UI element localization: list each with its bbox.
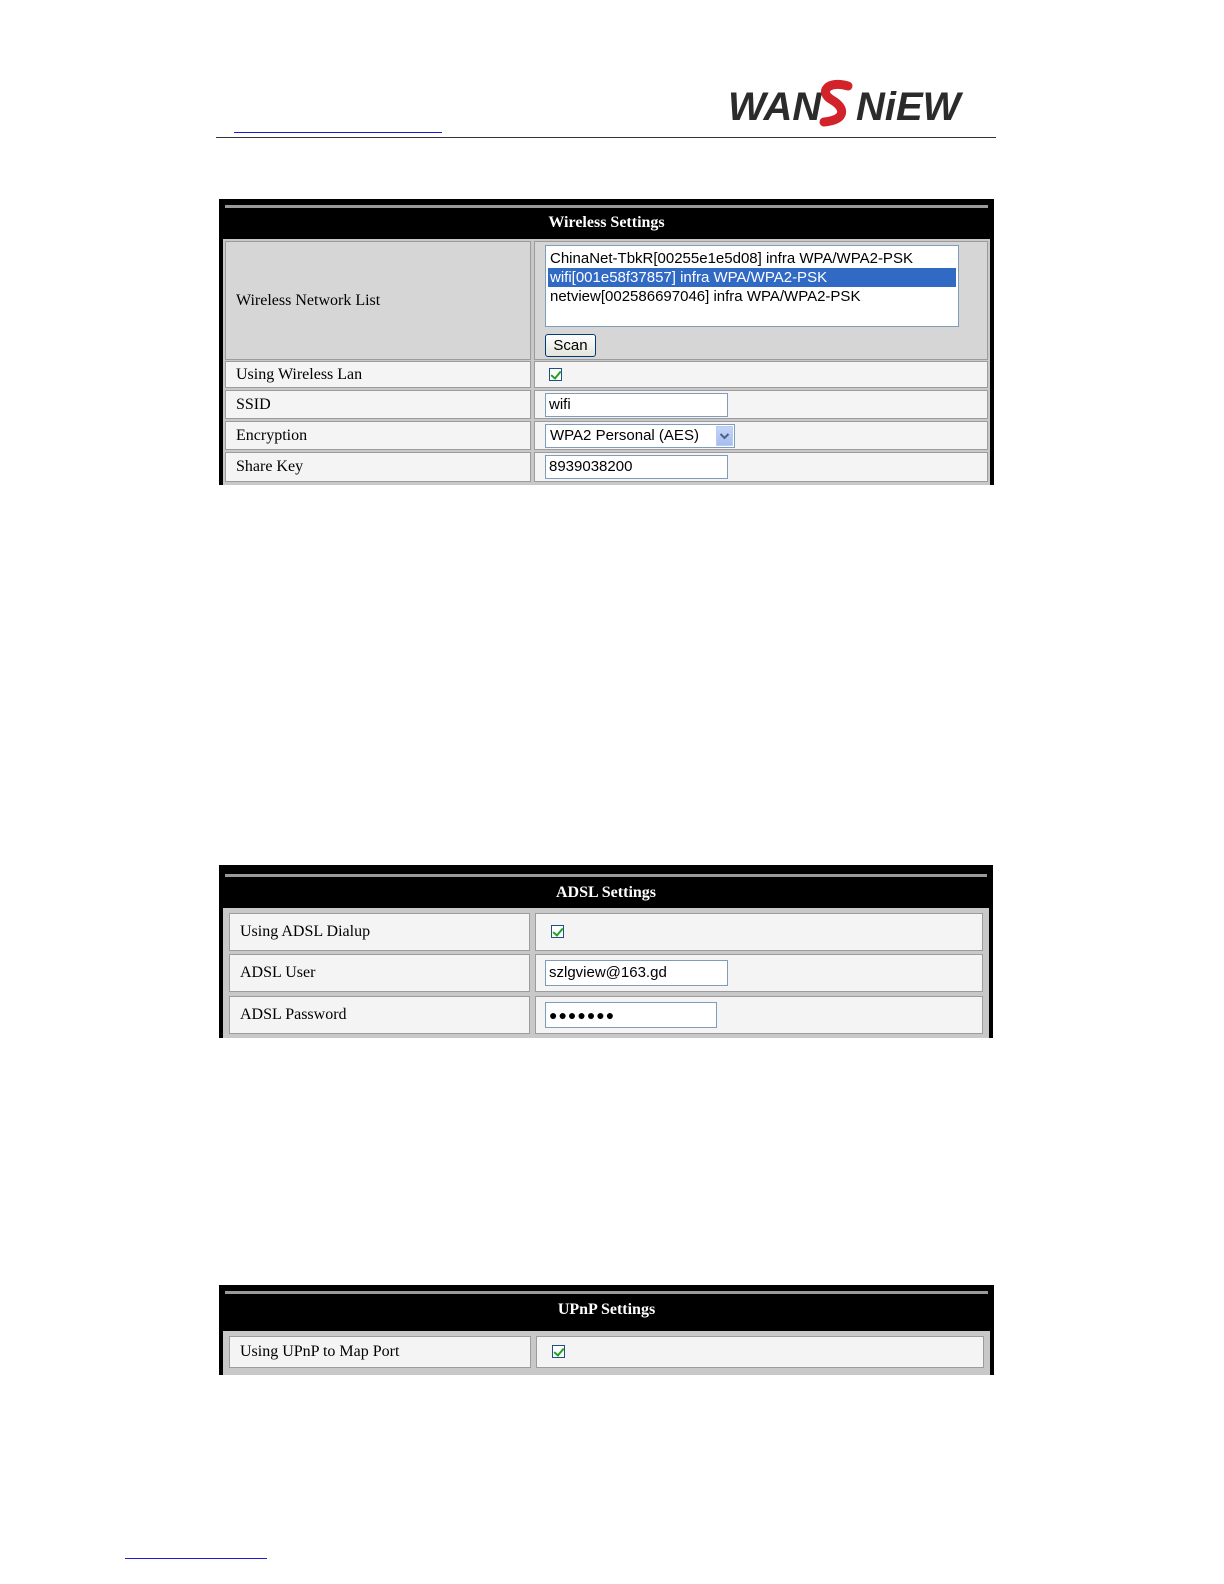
- adsl-password-value-cell: [535, 996, 983, 1034]
- upnp-settings-panel: [219, 1285, 994, 1375]
- adsl-settings-body: [223, 908, 989, 1038]
- using-wireless-row: [225, 361, 988, 388]
- ssid-label: SSID: [236, 395, 271, 413]
- logo-swoosh: [824, 84, 848, 122]
- encryption-row: [225, 421, 988, 450]
- adsl-user-input[interactable]: szlgview@163.gd: [545, 960, 728, 986]
- adsl-password-row: [225, 996, 987, 1034]
- adsl-dialup-row: [225, 913, 987, 951]
- wireless-network-listbox[interactable]: [545, 245, 959, 327]
- ssid-label-cell: [225, 390, 531, 419]
- adsl-dialup-checkbox[interactable]: [551, 925, 564, 938]
- share-key-label: Share Key: [236, 458, 304, 475]
- upnp-settings-title: UPnP Settings: [557, 1301, 656, 1318]
- logo-text-left: WAN: [728, 85, 822, 129]
- adsl-dialup-label-cell: [229, 913, 530, 951]
- adsl-settings-header: [219, 865, 993, 908]
- adsl-password-input[interactable]: ●●●●●●●: [545, 1002, 717, 1028]
- footer-link[interactable]: [125, 1558, 267, 1559]
- chevron-down-icon[interactable]: [716, 426, 733, 446]
- encryption-label-cell: [225, 421, 531, 450]
- network-list-label-cell: [225, 241, 531, 360]
- adsl-password-label-cell: [229, 996, 530, 1034]
- upnp-settings-header: [219, 1285, 994, 1331]
- logo-text-right: NiEW: [856, 85, 961, 129]
- network-list-label: Wireless Network List: [236, 291, 381, 309]
- using-wireless-value-cell: [534, 361, 988, 388]
- ssid-value-cell: [534, 390, 988, 419]
- adsl-dialup-value-cell: [535, 913, 983, 951]
- share-key-label-cell: [225, 452, 531, 482]
- network-option[interactable]: netview[002586697046] infra WPA/WPA2-PSK: [550, 288, 861, 305]
- encryption-select[interactable]: [545, 424, 735, 448]
- scan-button[interactable]: Scan: [545, 334, 596, 357]
- wansview-logo: [728, 78, 982, 132]
- header-divider: [216, 137, 996, 138]
- adsl-user-label-cell: [229, 954, 530, 992]
- share-key-input[interactable]: 8939038200: [545, 455, 728, 479]
- network-list-row: [225, 241, 988, 360]
- upnp-row: [225, 1336, 988, 1368]
- wireless-settings-title: Wireless Settings: [548, 214, 665, 231]
- adsl-dialup-label: Using ADSL Dialup: [240, 923, 371, 940]
- upnp-checkbox[interactable]: [552, 1345, 565, 1358]
- header-link[interactable]: [234, 132, 442, 133]
- network-options: [546, 246, 958, 306]
- ssid-row: [225, 390, 988, 419]
- upnp-settings-body: [223, 1331, 990, 1375]
- adsl-user-value-cell: [535, 954, 983, 992]
- wireless-settings-header: [219, 199, 994, 239]
- adsl-password-label: ADSL Password: [240, 1006, 347, 1023]
- adsl-user-label: ADSL User: [240, 964, 316, 981]
- adsl-settings-panel: [219, 865, 993, 1038]
- encryption-label: Encryption: [236, 426, 308, 444]
- upnp-label: Using UPnP to Map Port: [240, 1343, 400, 1360]
- wireless-settings-panel: [219, 199, 994, 485]
- encryption-value: WPA2 Personal (AES): [550, 427, 699, 444]
- upnp-value-cell: [536, 1336, 984, 1368]
- upnp-label-cell: [229, 1336, 531, 1368]
- share-key-row: [225, 452, 988, 482]
- header-bar: [225, 874, 987, 877]
- network-list-value-cell: [534, 241, 988, 360]
- network-option-selected[interactable]: wifi[001e58f37857] infra WPA/WPA2-PSK: [548, 268, 956, 287]
- adsl-user-row: [225, 954, 987, 992]
- encryption-value-cell: [534, 421, 988, 450]
- wireless-settings-body: [223, 239, 990, 485]
- share-key-value-cell: [534, 452, 988, 482]
- using-wireless-label-cell: [225, 361, 531, 388]
- header-bar: [225, 205, 988, 208]
- using-wireless-label: Using Wireless Lan: [236, 365, 363, 383]
- network-option[interactable]: ChinaNet-TbkR[00255e1e5d08] infra WPA/WPA2-PSK: [550, 250, 913, 267]
- adsl-settings-title: ADSL Settings: [555, 884, 657, 901]
- header-bar: [225, 1291, 988, 1294]
- using-wireless-checkbox[interactable]: [549, 368, 562, 381]
- ssid-input[interactable]: wifi: [545, 393, 728, 417]
